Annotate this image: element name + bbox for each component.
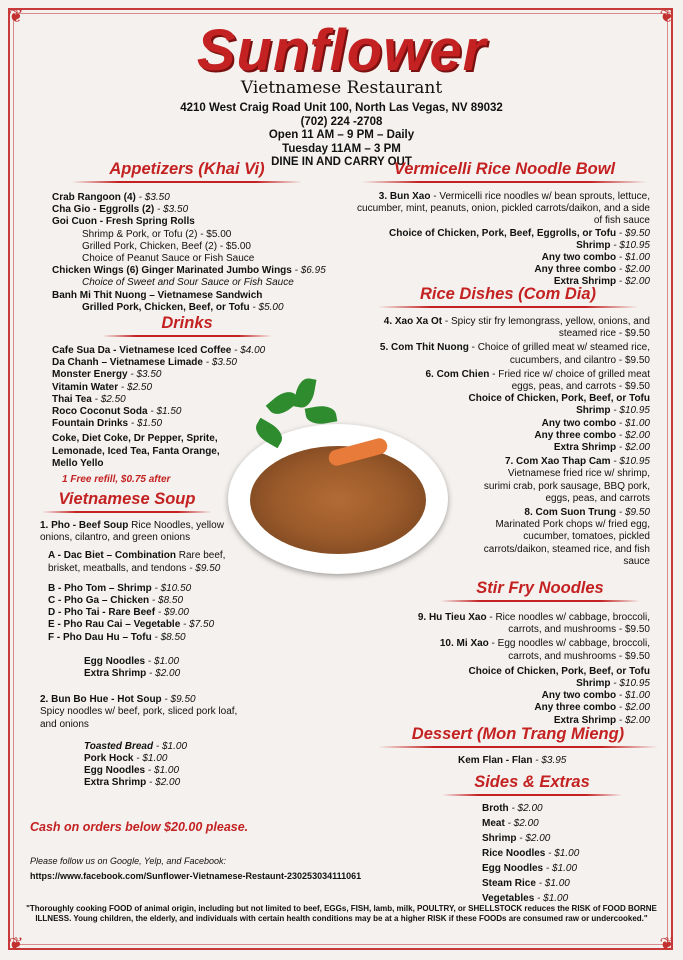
list-item: Goi Cuon - Fresh Spring Rolls	[52, 216, 195, 228]
list-item: 3. Bun Xao - Vermicelli rice noodles w/ bean sprouts, lettuce, cucumber, mint, peanuts, onion, pickled carrots/daikon, and a side of fish sauce	[357, 191, 650, 227]
flourish-icon: ❦	[8, 6, 24, 26]
refill-note: 1 Free refill, $0.75 after	[62, 474, 171, 486]
address: 4210 West Craig Road Unit 100, North Las Vegas, NV 89032	[180, 102, 503, 114]
restaurant-logo: Sunflower	[196, 18, 487, 83]
list-item: 2. Bun Bo Hue - Hot Soup - $9.50	[40, 694, 196, 706]
list-item: Kem Flan - Flan - $3.95	[458, 755, 567, 766]
stirfry-title	[440, 579, 640, 602]
soup-title-text: Vietnamese Soup	[58, 490, 196, 508]
list-item: Cha Gio - Eggrolls (2) - $3.50	[52, 204, 189, 216]
list-item: Broth - $2.00	[482, 803, 543, 814]
list-item: D - Pho Tai - Rare Beef - $9.00	[48, 607, 189, 619]
appetizers-title-text: Appetizers (Khai Vi)	[109, 160, 265, 178]
list-item: Fountain Drinks - $1.50	[52, 418, 163, 430]
list-item: C - Pho Ga – Chicken - $8.50	[48, 595, 184, 607]
list-item: Da Chanh – Vietnamese Limade - $3.50	[52, 357, 237, 369]
list-item: F - Pho Dau Hu – Tofu - $8.50	[48, 631, 186, 643]
drinks-title	[102, 314, 272, 337]
list-item: Shrimp - $10.95	[576, 678, 650, 690]
list-item: Banh Mi Thit Nuong – Vietnamese Sandwich	[52, 289, 263, 301]
list-item: Any three combo - $2.00	[534, 264, 650, 276]
list-item: Marinated Pork chops w/ fried egg, cucumber, tomatoes, pickled carrots/daikon, steamed rice, and fish sauce	[483, 519, 650, 567]
list-item: 6. Com Chien - Fried rice w/ choice of grilled meat eggs, peas, and carrots - $9.50	[425, 368, 650, 393]
list-item: Steam Rice - $1.00	[482, 878, 570, 889]
list-item: Vegetables - $1.00	[482, 893, 569, 904]
list-item: 8. Com Suon Trung - $9.50	[524, 507, 650, 519]
list-item: Egg Noodles - $1.00	[84, 655, 180, 667]
list-item: Crab Rangoon (4) - $3.50	[52, 192, 170, 203]
phone: (702) 224 -2708	[300, 115, 383, 128]
rice-list	[360, 316, 650, 568]
vermicelli-list	[350, 191, 650, 289]
follow-note: Please follow us on Google, Yelp, and Facebook:	[30, 856, 226, 866]
bbh-extras	[40, 741, 240, 790]
list-item: Choice of Chicken, Pork, Beef, or Tofu	[468, 393, 650, 405]
stirfry-title-text: Stir Fry Noodles	[476, 579, 604, 597]
rice-title-text: Rice Dishes (Com Dia)	[419, 285, 597, 303]
hours-daily: Open 11 AM – 9 PM – Daily	[268, 129, 415, 141]
pho-variants	[40, 583, 240, 644]
list-item: Any two combo - $1.00	[541, 252, 650, 264]
food-safety-disclaimer: "Thoroughly cooking FOOD of animal origin, including but not limited to beef, EGGs, FISH, lamb, milk, POULTRY, or SHELLSTOCK reduces the RISK of FOOD BORNE ILLNESS. Young children, the elderly, and individuals with certain health conditions may be at a higher RISK if these FOODs are consumed raw or undercooked."	[26, 904, 657, 923]
list-item: E - Pho Rau Cai – Vegetable - $7.50	[48, 619, 215, 631]
list-item: Extra Shrimp - $2.00	[84, 668, 181, 680]
drinks-title-text: Drinks	[161, 314, 213, 332]
sides-title	[442, 773, 622, 796]
list-item: Roco Coconut Soda - $1.50	[52, 406, 182, 418]
stirfry-list	[380, 612, 650, 727]
list-item: 4. Xao Xa Ot - Spicy stir fry lemongrass, yellow, onions, and steamed rice - $9.50	[383, 316, 650, 340]
sides-title-text: Sides & Extras	[474, 773, 590, 791]
list-item: 9. Hu Tieu Xao - Rice noodles w/ cabbage, broccoli, carrots, and mushrooms - $9.50	[417, 612, 650, 636]
list-item: Shrimp - $2.00	[482, 833, 551, 844]
flourish-icon: ❦	[8, 934, 24, 954]
restaurant-subtitle: Vietnamese Restaurant	[240, 78, 443, 98]
cash-note: Cash on orders below $20.00 please.	[30, 820, 249, 834]
flourish-icon: ❦	[659, 6, 675, 26]
header	[0, 18, 683, 170]
list-item: Chicken Wings (6) Ginger Marinated Jumbo Wings - $6.95	[52, 265, 326, 277]
appetizers-list	[52, 192, 372, 314]
list-item: Spicy noodles w/ beef, pork, sliced pork loaf, and onions	[40, 706, 238, 730]
list-item: Rice Noodles - $1.00	[482, 848, 580, 859]
list-item: Vietnamese fried rice w/ shrimp, surimi crab, pork sausage, BBQ pork, eggs, peas, and carrots	[483, 468, 650, 504]
list-item: 10. Mi Xao - Egg noodles w/ cabbage, broccoli, carrots, and mushrooms - $9.50	[439, 638, 650, 662]
list-item: A - Dac Biet – Combination Rare beef, brisket, meatballs, and tendons - $9.50	[48, 550, 226, 574]
list-item: Egg Noodles - $1.00	[482, 863, 578, 874]
list-item: Extra Shrimp - $2.00	[553, 442, 650, 454]
mint-leaf-icon	[305, 404, 338, 427]
list-item: Grilled Pork, Chicken, Beef, or Tofu - $5.00	[82, 301, 284, 313]
list-item: 5. Com Thit Nuong - Choice of grilled meat w/ steamed rice, cucumbers, and cilantro - $9.50	[379, 342, 650, 366]
list-item: 7. Com Xao Thap Cam - $10.95	[504, 456, 650, 468]
vermicelli-title-text: Vermicelli Rice Noodle Bowl	[393, 160, 616, 178]
flourish-icon: ❦	[659, 934, 675, 954]
list-item: Toasted Bread - $1.00	[84, 740, 188, 752]
list-item: Shrimp - $10.95	[576, 239, 650, 251]
list-item: Vitamin Water - $2.50	[52, 381, 153, 393]
list-item: Any three combo - $2.00	[534, 702, 650, 714]
list-item: Meat - $2.00	[482, 818, 539, 829]
list-item: Any two combo - $1.00	[541, 690, 650, 702]
pho-extras	[40, 656, 240, 680]
list-item: Pork Hock - $1.00	[84, 753, 168, 765]
hours-tuesday: Tuesday 11AM – 3 PM	[282, 142, 401, 155]
list-item: Extra Shrimp - $2.00	[553, 714, 650, 726]
list-item: Shrimp & Pork, or Tofu (2) - $5.00	[82, 228, 232, 240]
list-item: B - Pho Tom – Shrimp - $10.50	[48, 582, 192, 594]
list-item: Shrimp - $10.95	[576, 405, 650, 417]
vermicelli-title	[362, 160, 647, 183]
list-item: 1. Pho - Beef Soup Rice Noodles, yellow onions, cilantro, and green onions	[40, 520, 224, 544]
list-item: Monster Energy - $3.50	[52, 369, 162, 381]
list-item: Grilled Pork, Chicken, Beef (2) - $5.00	[82, 240, 251, 252]
rice-title	[378, 285, 638, 308]
list-item: Extra Shrimp - $2.00	[84, 777, 181, 789]
list-item: Choice of Chicken, Pork, Beef, Eggrolls, or Tofu - $9.50	[389, 227, 650, 239]
facebook-link[interactable]: https://www.facebook.com/Sunflower-Vietnamese-Restaunt-230253034111061	[30, 871, 362, 881]
list-item: Choice of Chicken, Pork, Beef, or Tofu	[468, 665, 650, 677]
list-item: Egg Noodles - $1.00	[84, 765, 180, 777]
dessert-title	[378, 725, 658, 748]
list-item: Thai Tea - $2.50	[52, 393, 126, 405]
fountain-list: Coke, Diet Coke, Dr Pepper, Sprite, Lemonade, Iced Tea, Fanta Orange, Mello Yello	[52, 433, 220, 469]
dessert-title-text: Dessert (Mon Trang Mieng)	[411, 725, 625, 743]
sides-list	[482, 801, 642, 906]
dine-in-note: DINE IN AND CARRY OUT	[271, 156, 412, 168]
list-item: Choice of Peanut Sauce or Fish Sauce	[82, 253, 255, 265]
list-item: Extra Shrimp - $2.00	[553, 276, 650, 288]
list-item: Cafe Sua Da - Vietnamese Iced Coffee - $4.00	[52, 345, 266, 356]
dessert-list	[458, 755, 638, 767]
soup-list	[40, 520, 240, 790]
list-item: Choice of Sweet and Sour Sauce or Fish Sauce	[82, 277, 294, 289]
appetizers-title	[72, 160, 302, 183]
list-item: Any two combo - $1.00	[541, 417, 650, 429]
soup-title	[42, 490, 212, 513]
list-item: Any three combo - $2.00	[534, 429, 650, 441]
